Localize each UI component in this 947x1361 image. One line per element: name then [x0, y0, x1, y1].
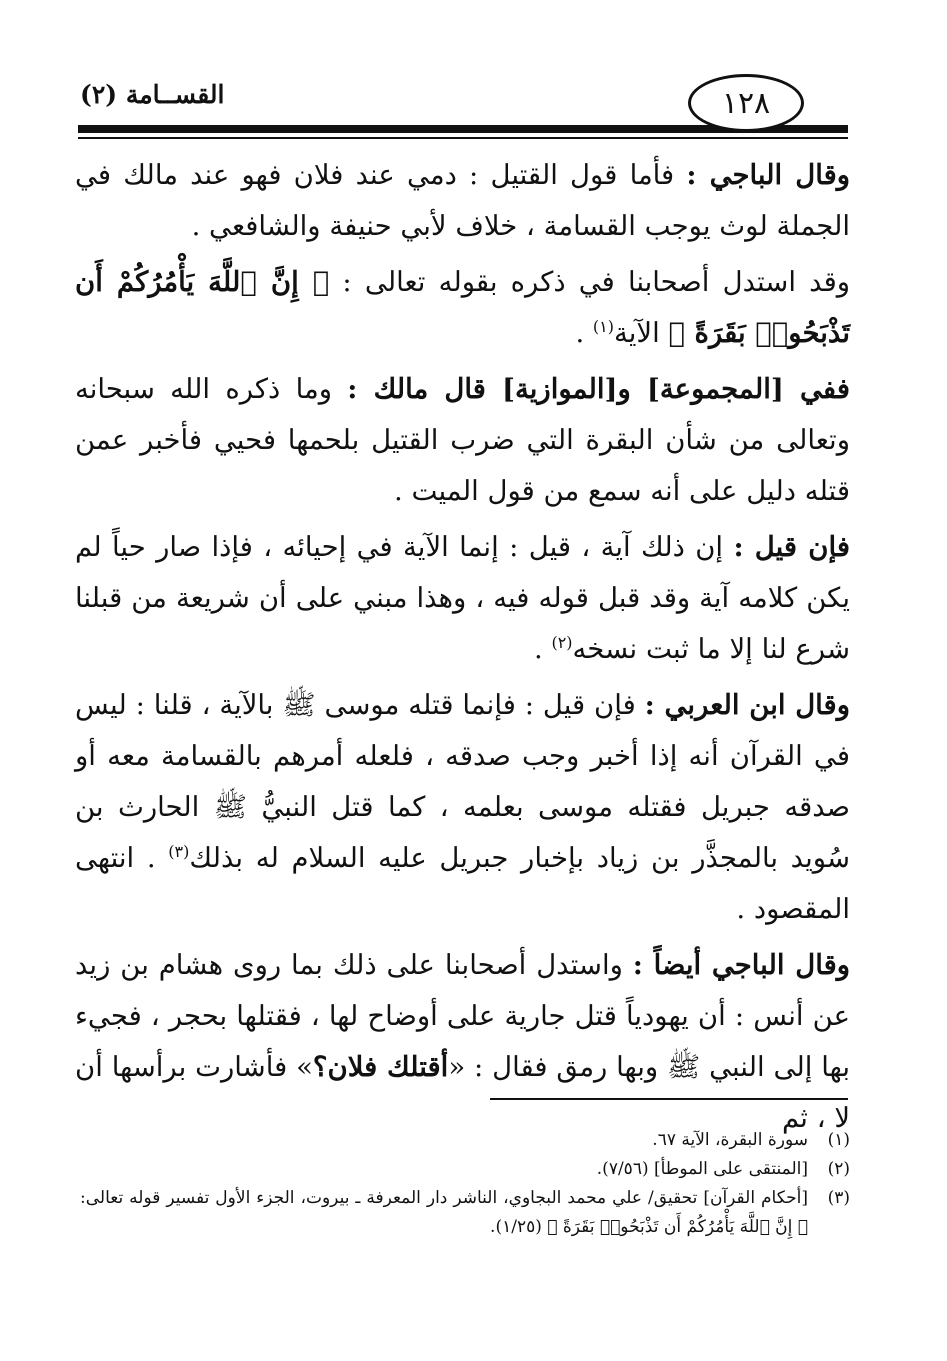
paragraph — [75, 257, 850, 359]
paragraph-text: الآية — [614, 317, 669, 349]
paragraph-text: فإن قيل : فإنما قتله موسى ﷺ بالآية ، قلنا : ليس في القرآن أنه إذا أخبر وجب صدقه ، فلعله أمرهم بالقسامة معه أو صدقه جبريل فقتله موسى بعلمه ، كما قتل النبيُّ ﷺ الحارث بن سُويد بالمجذَّر بن زياد بإخبار جبريل عليه السلام له بذلك — [75, 689, 850, 874]
paragraph-end: . — [533, 633, 552, 665]
paragraph-text: واستدل أصحابنا على ذلك بما روى هشام بن زيد عن أنس : أن يهودياً قتل جارية على أوضاح لها ، فقتلها بحجر ، فجيء بها إلى النبي ﷺ وبها رمق فقال : « — [75, 949, 850, 1083]
footnote-text: [المنتقى على الموطأ] (٧/٥٦). — [596, 1159, 808, 1179]
paragraph-lead: ففي [المجموعة] و[الموازية] قال مالك : — [347, 373, 850, 405]
footnote-ref: (٢) — [551, 632, 573, 652]
paragraph-lead: وقال الباجي : — [686, 159, 850, 191]
paragraph-lead: وقال الباجي أيضاً : — [632, 949, 850, 981]
footnote-text: [أحكام القرآن] تحقيق/ علي محمد البجاوي، الناشر دار المعرفة ـ بيروت، الجزء الأول تفسير قوله تعالى: ﴿ إِنَّ ٱللَّهَ يَأْمُرُكُمْ أَن تَذْبَحُوا۟ بَقَرَةً ﴾ (١/٢٥). — [80, 1188, 808, 1237]
running-title: (٢) القســامة — [80, 80, 225, 109]
paragraph-text: فأما قول القتيل : دمي عند فلان فهو عند مالك في الجملة لوث يوجب القسامة ، خلاف لأبي حنيفة والشافعي . — [75, 159, 850, 242]
paragraph — [75, 940, 850, 1144]
paragraph-end: . انتهى المقصود . — [75, 842, 850, 925]
footnote — [80, 1126, 850, 1155]
header-rule-thin — [78, 137, 848, 139]
quran-verse: ﴿ إِنَّ ٱللَّهَ يَأْمُرُكُمْ أَن تَذْبَحُوا۟ بَقَرَةً ﴾ — [75, 266, 850, 349]
footnote-separator — [490, 1098, 848, 1100]
paragraph — [75, 364, 850, 517]
paragraph — [75, 522, 850, 675]
footnote-ref: (٣) — [168, 841, 190, 861]
paragraph-text: وما ذكره الله سبحانه وتعالى من شأن البقرة التي ضرب القتيل بلحمها فحيي فأخبر عمن قتله دليل على أنه سمع من قول الميت . — [75, 373, 850, 507]
paragraph-text: » فأشارت برأسها أن لا ، ثم — [75, 1051, 850, 1134]
body-text — [75, 150, 850, 1149]
paragraph-end: . — [575, 317, 593, 349]
paragraph — [75, 150, 850, 252]
paragraph-text: إن ذلك آية ، قيل : إنما الآية في إحيائه ، فإذا صار حياً لم يكن كلامه آية وقد قبل قوله فيه ، وهذا مبني على أن شريعة من قبلنا شرع لنا إلا ما ثبت نسخه — [75, 531, 850, 665]
paragraph-lead: فإن قيل : — [733, 531, 850, 563]
footnote — [80, 1184, 850, 1242]
paragraph — [75, 680, 850, 935]
quoted-speech: أقتلك فلان؟ — [312, 1051, 449, 1083]
footnote-number: (٣) — [827, 1188, 850, 1208]
page-number: ١٢٨ — [688, 74, 804, 132]
paragraph-lead: وقال ابن العربي : — [644, 689, 850, 721]
footnote-text: سورة البقرة، الآية ٦٧. — [652, 1130, 808, 1150]
paragraph-text: وقد استدل أصحابنا في ذكره بقوله تعالى : — [329, 266, 851, 298]
footnotes — [80, 1126, 850, 1242]
footnote-number: (١) — [827, 1130, 850, 1150]
footnote — [80, 1155, 850, 1184]
page-header — [0, 0, 947, 140]
footnote-ref: (١) — [592, 316, 615, 336]
footnote-number: (٢) — [827, 1159, 850, 1179]
